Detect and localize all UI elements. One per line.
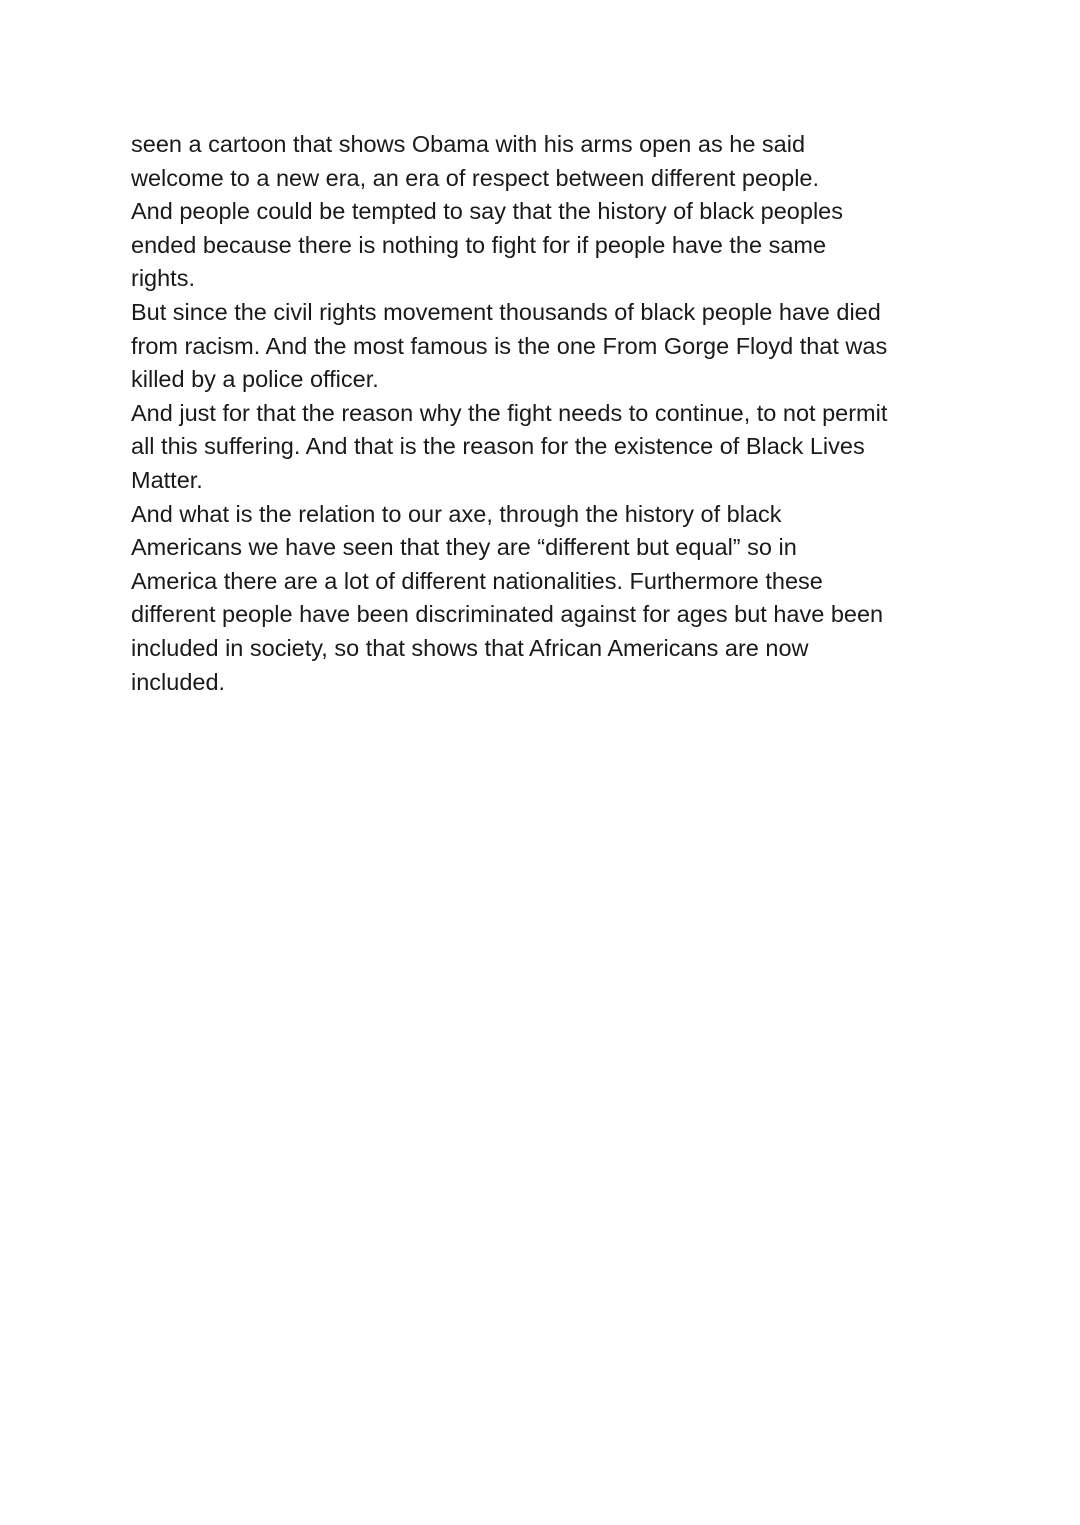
text-line: But since the civil rights movement thousands of black people have died [131,298,881,325]
text-line: different people have been discriminated against for ages but have been [131,601,884,628]
text-line: America there are a lot of different nationalities. Furthermore these [131,567,823,594]
text-line: And what is the relation to our axe, through the history of black [131,500,782,527]
text-line: included. [131,668,226,695]
text-line: included in society, so that shows that African Americans are now [131,634,809,661]
text-line: And people could be tempted to say that the history of black peoples [131,198,843,225]
text-line: Americans we have seen that they are “different but equal” so in [131,534,797,561]
body-text [131,128,991,699]
text-line: rights. [131,265,195,292]
text-line: all this suffering. And that is the reason for the existence of Black Lives [131,433,865,460]
text-line: seen a cartoon that shows Obama with his arms open as he said [131,131,806,157]
text-line: ended because there is nothing to fight for if people have the same [131,231,827,258]
text-line: And just for that the reason why the fight needs to continue, to not permit [131,399,888,426]
text-line: welcome to a new era, an era of respect between different people. [131,164,820,191]
text-line: from racism. And the most famous is the one From Gorge Floyd that was [131,332,888,359]
text-line: Matter. [131,466,203,493]
text-line: killed by a police officer. [131,366,379,393]
